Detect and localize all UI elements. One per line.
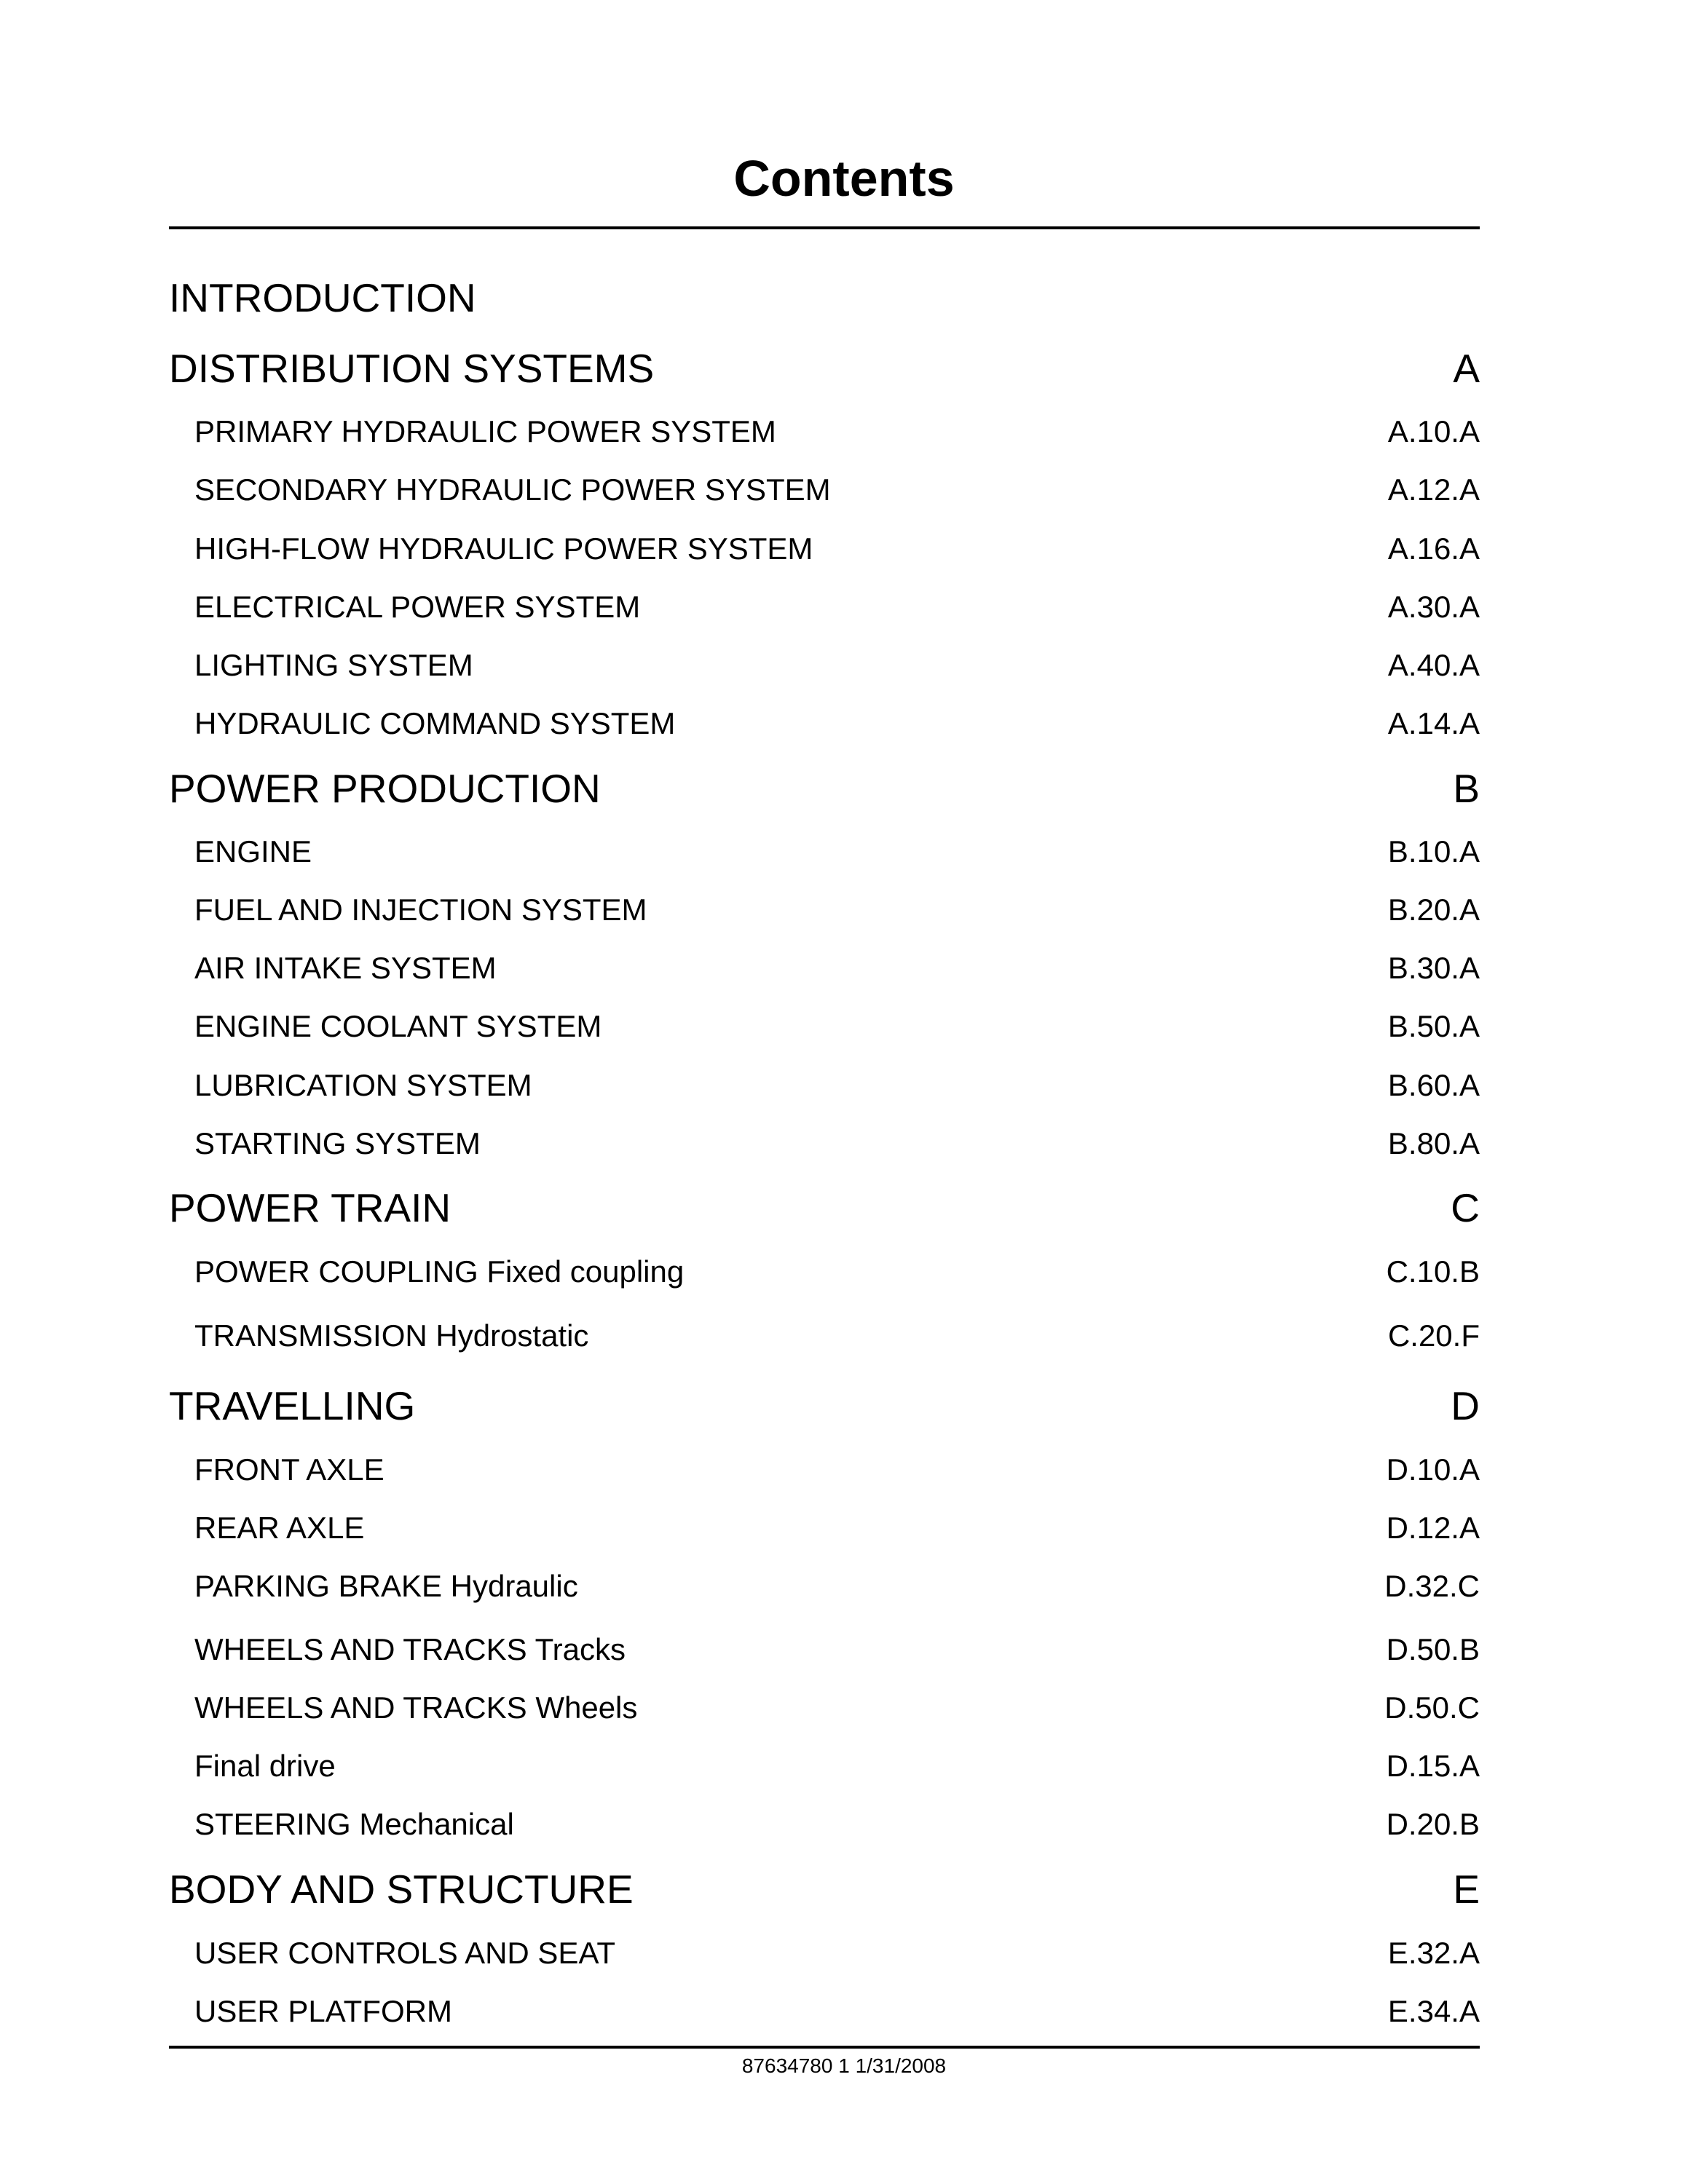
toc-entry-code: B.10.A (1387, 834, 1480, 869)
toc-entry-code: B.30.A (1387, 951, 1480, 985)
toc-entry-title: LUBRICATION SYSTEM (194, 1068, 532, 1102)
toc-section-code: B (1453, 766, 1480, 811)
toc-entry-code: B.20.A (1387, 893, 1480, 927)
toc-entry-code: C.20.F (1387, 1318, 1480, 1353)
toc-entry-code: D.20.B (1386, 1807, 1480, 1841)
toc-section-code: A (1453, 346, 1480, 391)
toc-section-power-production (169, 763, 1480, 814)
toc-entry (169, 831, 1480, 872)
toc-entry-title: PRIMARY HYDRAULIC POWER SYSTEM (194, 414, 776, 448)
toc-entry-title: POWER COUPLING Fixed coupling (194, 1254, 685, 1289)
toc-entry (169, 1315, 1480, 1356)
toc-entry-title: USER PLATFORM (194, 1994, 452, 2028)
toc-entry-title: FRONT AXLE (194, 1452, 384, 1487)
toc-entry-title: LIGHTING SYSTEM (194, 648, 473, 682)
toc-entry-title: STEERING Mechanical (194, 1807, 514, 1841)
toc-section-introduction (169, 272, 1480, 323)
toc-entry (169, 529, 1480, 569)
toc-entry-title: ELECTRICAL POWER SYSTEM (194, 590, 641, 624)
toc-entry-title: WHEELS AND TRACKS Tracks (194, 1632, 626, 1666)
toc-section-travelling (169, 1380, 1480, 1431)
toc-entry (169, 470, 1480, 510)
toc-entry-title: SECONDARY HYDRAULIC POWER SYSTEM (194, 472, 831, 507)
toc-entry-code: A.10.A (1387, 414, 1480, 448)
toc-entry (169, 1123, 1480, 1164)
toc-entry-code: A.30.A (1387, 590, 1480, 624)
toc-section-title: POWER PRODUCTION (169, 766, 601, 811)
toc-entry (169, 948, 1480, 989)
toc-entry-title: ENGINE (194, 834, 312, 869)
toc-entry-title: AIR INTAKE SYSTEM (194, 951, 497, 985)
toc-entry-title: USER CONTROLS AND SEAT (194, 1936, 615, 1970)
toc-entry-code: B.80.A (1387, 1126, 1480, 1160)
toc-entry-code: D.32.C (1384, 1569, 1480, 1603)
toc-entry-code: A.12.A (1387, 472, 1480, 507)
toc-section-code: C (1451, 1185, 1480, 1230)
toc-entry (169, 703, 1480, 744)
toc-section-code: E (1453, 1867, 1480, 1912)
toc-entry (169, 1933, 1480, 1974)
toc-entry-title: ENGINE COOLANT SYSTEM (194, 1009, 602, 1043)
toc-entry (169, 1746, 1480, 1787)
toc-entry (169, 1688, 1480, 1728)
toc-section-body-and-structure (169, 1864, 1480, 1915)
toc-entry-code: C.10.B (1386, 1254, 1480, 1289)
toc-entry-title: REAR AXLE (194, 1511, 365, 1545)
toc-entry (169, 587, 1480, 628)
toc-entry-code: D.50.B (1386, 1632, 1480, 1666)
toc-section-code: D (1451, 1383, 1480, 1428)
toc-entry (169, 1449, 1480, 1490)
footer-divider (169, 2046, 1480, 2049)
toc-section-title: TRAVELLING (169, 1383, 416, 1428)
toc-section-distribution-systems (169, 343, 1480, 394)
toc-entry (169, 1991, 1480, 2032)
toc-section-title: BODY AND STRUCTURE (169, 1867, 634, 1912)
page-footer: 87634780 1 1/31/2008 (741, 2054, 947, 2077)
title-divider (169, 226, 1480, 229)
toc-entry-code: D.50.C (1384, 1690, 1480, 1725)
toc-entry (169, 411, 1480, 452)
toc-entry-code: A.16.A (1387, 531, 1480, 566)
toc-entry-title: STARTING SYSTEM (194, 1126, 481, 1160)
toc-entry-title: HYDRAULIC COMMAND SYSTEM (194, 706, 676, 740)
toc-section-title: INTRODUCTION (169, 275, 476, 320)
toc-entry (169, 1508, 1480, 1548)
toc-entry (169, 1629, 1480, 1670)
toc-entry-title: HIGH-FLOW HYDRAULIC POWER SYSTEM (194, 531, 813, 566)
toc-section-title: POWER TRAIN (169, 1185, 451, 1230)
toc-entry-code: D.10.A (1386, 1452, 1480, 1487)
toc-entry-code: A.14.A (1387, 706, 1480, 740)
toc-section-power-train (169, 1182, 1480, 1233)
toc-entry (169, 1065, 1480, 1106)
page-title: Contents (733, 150, 955, 207)
toc-entry (169, 1006, 1480, 1047)
toc-entry (169, 1566, 1480, 1607)
toc-entry-code: D.15.A (1386, 1749, 1480, 1783)
toc-entry (169, 1251, 1480, 1292)
toc-entry (169, 890, 1480, 930)
toc-entry-title: WHEELS AND TRACKS Wheels (194, 1690, 638, 1725)
toc-entry-code: E.32.A (1387, 1936, 1480, 1970)
toc-entry-title: FUEL AND INJECTION SYSTEM (194, 893, 647, 927)
toc-entry (169, 645, 1480, 686)
toc-entry-title: PARKING BRAKE Hydraulic (194, 1569, 578, 1603)
toc-entry-code: A.40.A (1387, 648, 1480, 682)
toc-entry-code: E.34.A (1387, 1994, 1480, 2028)
toc-entry-code: B.50.A (1387, 1009, 1480, 1043)
toc-entry-code: B.60.A (1387, 1068, 1480, 1102)
toc-section-title: DISTRIBUTION SYSTEMS (169, 346, 655, 391)
toc-entry-title: Final drive (194, 1749, 336, 1783)
toc-entry-title: TRANSMISSION Hydrostatic (194, 1318, 589, 1353)
toc-entry (169, 1804, 1480, 1845)
toc-entry-code: D.12.A (1386, 1511, 1480, 1545)
